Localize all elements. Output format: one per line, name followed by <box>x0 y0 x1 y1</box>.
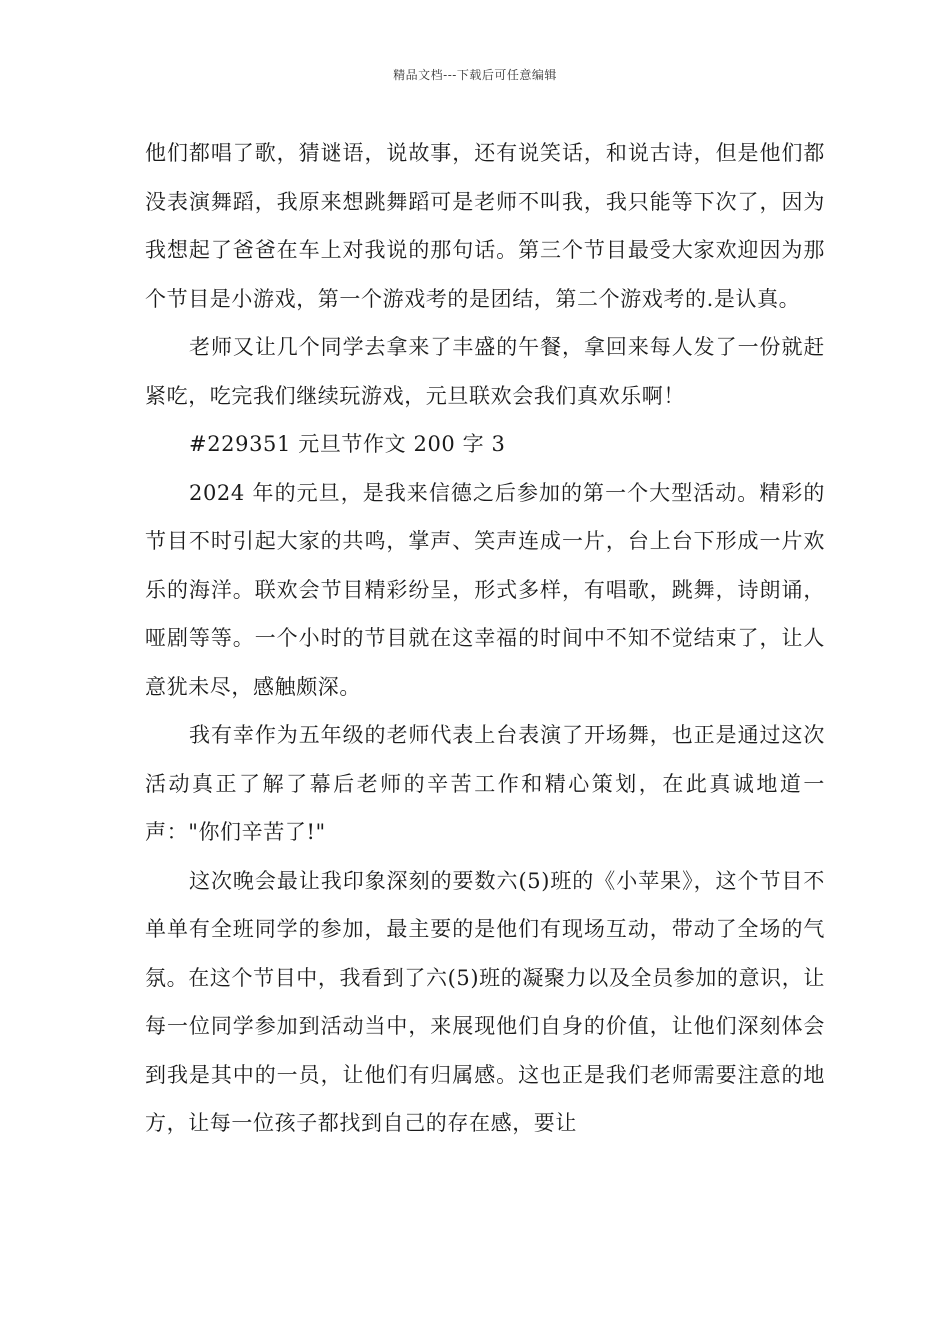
document-body <box>145 129 825 1148</box>
page-header: 精品文档---下载后可任意编辑 <box>393 68 557 82</box>
paragraph-3: 2024 年的元旦，是我来信德之后参加的第一个大型活动。精彩的节目不时引起大家的共鸣，掌声、笑声连成一片，台上台下形成一片欢乐的海洋。联欢会节目精彩纷呈，形式多样，有唱歌，跳舞，诗朗诵，哑剧等等。一个小时的节目就在这幸福的时间中不知不觉结束了，让人意犹未尽，感触颇深。 <box>145 480 825 699</box>
paragraph-5: 这次晚会最让我印象深刻的要数六(5)班的《小苹果》，这个节目不单单有全班同学的参加，最主要的是他们有现场互动，带动了全场的气氛。在这个节目中，我看到了六(5)班的凝聚力以及全员参加的意识，让每一位同学参加到活动当中，来展现他们自身的价值，让他们深刻体会到我是其中的一员，让他们有归属感。这也正是我们老师需要注意的地方，让每一位孩子都找到自己的存在感，要让 <box>145 868 825 1135</box>
section-heading: #229351 元旦节作文 200 字 3 <box>189 432 506 456</box>
paragraph-1: 他们都唱了歌，猜谜语，说故事，还有说笑话，和说古诗，但是他们都没表演舞蹈，我原来想跳舞蹈可是老师不叫我，我只能等下次了，因为我想起了爸爸在车上对我说的那句话。第三个节目最受大家欢迎因为那个节目是小游戏，第一个游戏考的是团结，第二个游戏考的.是认真。 <box>145 141 825 311</box>
paragraph-4: 我有幸作为五年级的老师代表上台表演了开场舞，也正是通过这次活动真正了解了幕后老师的辛苦工作和精心策划，在此真诚地道一声："你们辛苦了!" <box>145 723 825 844</box>
paragraph-2: 老师又让几个同学去拿来了丰盛的午餐，拿回来每人发了一份就赶紧吃，吃完我们继续玩游戏，元旦联欢会我们真欢乐啊！ <box>145 335 825 408</box>
